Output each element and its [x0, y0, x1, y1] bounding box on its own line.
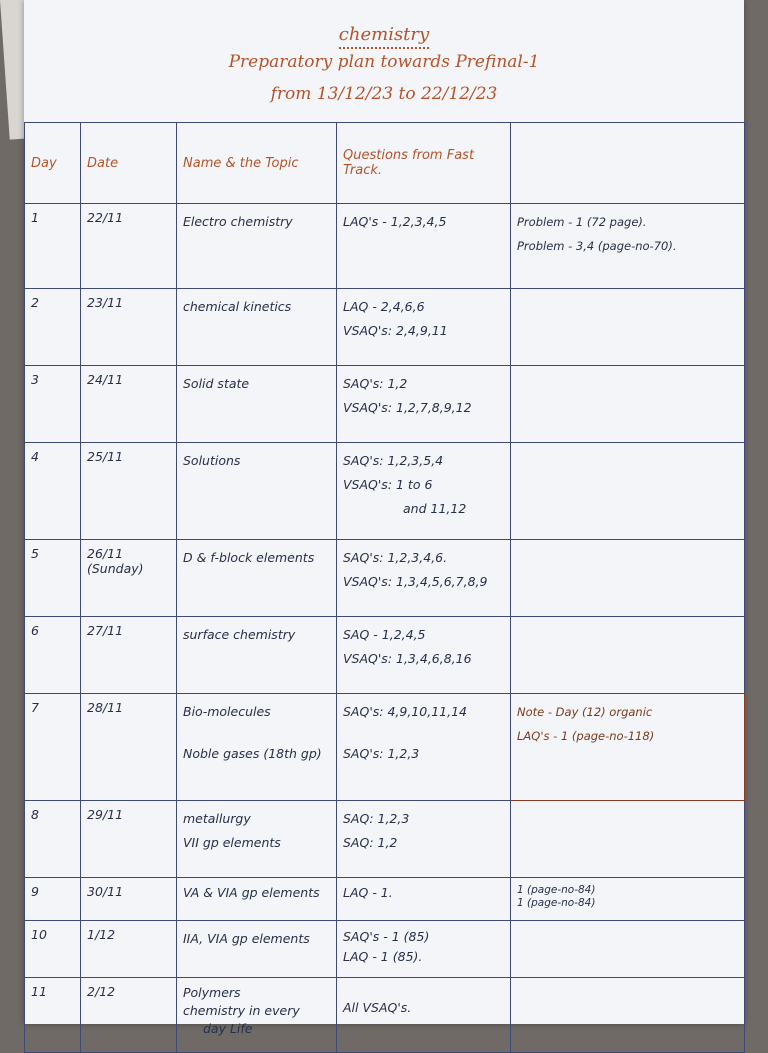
date-cell: 27/11 [81, 617, 177, 694]
notes-cell [511, 289, 745, 366]
questions-cell [337, 801, 511, 878]
note-line: Problem - 1 (72 page). [517, 215, 647, 229]
questions-cell [337, 366, 511, 443]
table-row [25, 204, 745, 289]
question-line: and 11,12 [403, 501, 467, 516]
question-line: LAQ's - 1,2,3,4,5 [343, 214, 447, 229]
date-cell: 30/11 [81, 878, 177, 921]
topic-cell [177, 921, 337, 978]
notes-cell [511, 540, 745, 617]
note-line: LAQ's - 1 (page-no-118) [517, 729, 655, 743]
topic-cell [177, 204, 337, 289]
topic-line: Noble gases (18th gp) [183, 746, 322, 761]
question-line: SAQ's: 4,9,10,11,14 [343, 704, 467, 719]
header-questions: Questions from Fast Track. [337, 123, 511, 204]
table-row [25, 978, 745, 1053]
page-title: Preparatory plan towards Prefinal-1 [228, 52, 540, 72]
question-line: SAQ: 1,2 [343, 835, 398, 850]
topic-cell [177, 801, 337, 878]
day-cell: 7 [25, 694, 81, 801]
day-cell: 11 [25, 978, 81, 1053]
date-cell: 28/11 [81, 694, 177, 801]
topic-line: metallurgy [183, 811, 251, 826]
notes-cell [511, 978, 745, 1053]
table-row [25, 694, 745, 801]
day-cell: 2 [25, 289, 81, 366]
day-cell: 6 [25, 617, 81, 694]
table-row [25, 289, 745, 366]
date-cell: 26/11 (Sunday) [81, 540, 177, 617]
header-date: Date [81, 123, 177, 204]
topic-cell [177, 617, 337, 694]
topic-cell [177, 443, 337, 540]
topic-line: Solutions [183, 453, 241, 468]
page-subject: chemistry [24, 24, 744, 45]
date-cell: 22/11 [81, 204, 177, 289]
topic-cell [177, 694, 337, 801]
note-line: Note - Day (12) organic [517, 705, 653, 719]
table-row [25, 540, 745, 617]
topic-line: Bio-molecules [183, 704, 271, 719]
notes-cell [511, 694, 745, 801]
questions-cell [337, 443, 511, 540]
notes-cell [511, 443, 745, 540]
date-cell: 23/11 [81, 289, 177, 366]
day-cell: 4 [25, 443, 81, 540]
topic-line: Polymers [183, 985, 241, 1000]
header-notes [511, 123, 745, 204]
page-date-range: from 13/12/23 to 22/12/23 [270, 84, 498, 104]
date-cell: 29/11 [81, 801, 177, 878]
date-cell: 24/11 [81, 366, 177, 443]
questions-cell [337, 694, 511, 801]
topic-line: Electro chemistry [183, 214, 293, 229]
questions-cell [337, 204, 511, 289]
day-cell: 8 [25, 801, 81, 878]
table-row [25, 443, 745, 540]
question-line: LAQ - 2,4,6,6 [343, 299, 425, 314]
header-topic: Name & the Topic [177, 123, 337, 204]
question-line: LAQ - 1 (85). [343, 949, 423, 964]
topic-cell [177, 289, 337, 366]
question-line: SAQ's: 1,2,3 [343, 746, 420, 761]
question-line: LAQ - 1. [343, 885, 393, 900]
notes-cell [511, 801, 745, 878]
date-cell: 2/12 [81, 978, 177, 1053]
table-row [25, 366, 745, 443]
table-row [25, 921, 745, 978]
topic-line: VA & VIA gp elements [183, 885, 320, 900]
day-cell: 3 [25, 366, 81, 443]
questions-cell [337, 921, 511, 978]
notes-cell [511, 366, 745, 443]
note-line: 1 (page-no-84) [517, 884, 596, 896]
topic-line: chemical kinetics [183, 299, 292, 314]
topic-line: IIA, VIA gp elements [183, 931, 310, 946]
day-cell: 5 [25, 540, 81, 617]
notes-cell [511, 878, 745, 921]
question-line: VSAQ's: 1,3,4,6,8,16 [343, 651, 472, 666]
topic-cell [177, 366, 337, 443]
notebook-page [24, 0, 744, 1036]
study-plan-table [24, 122, 745, 1053]
topic-cell [177, 540, 337, 617]
day-cell: 9 [25, 878, 81, 921]
question-line: SAQ's: 1,2,3,4,6. [343, 550, 448, 565]
question-line: SAQ - 1,2,4,5 [343, 627, 426, 642]
questions-cell [337, 289, 511, 366]
topic-cell [177, 978, 337, 1053]
table-row [25, 617, 745, 694]
day-cell: 10 [25, 921, 81, 978]
question-line: SAQ's: 1,2 [343, 376, 408, 391]
question-line: VSAQ's: 2,4,9,11 [343, 323, 448, 338]
notes-cell [511, 617, 745, 694]
topic-line: D & f-block elements [183, 550, 315, 565]
topic-line: surface chemistry [183, 627, 296, 642]
day-cell: 1 [25, 204, 81, 289]
table-row [25, 801, 745, 878]
question-line: All VSAQ's. [343, 1000, 412, 1015]
date-cell: 1/12 [81, 921, 177, 978]
note-line: Problem - 3,4 (page-no-70). [517, 239, 677, 253]
table-row [25, 878, 745, 921]
question-line: VSAQ's: 1,3,4,5,6,7,8,9 [343, 574, 488, 589]
date-cell: 25/11 [81, 443, 177, 540]
topic-line: day Life [203, 1021, 253, 1036]
notes-cell [511, 921, 745, 978]
questions-cell [337, 617, 511, 694]
header-day: Day [25, 123, 81, 204]
question-line: SAQ's - 1 (85) [343, 929, 430, 944]
question-line: VSAQ's: 1 to 6 [343, 477, 433, 492]
topic-line: Solid state [183, 376, 250, 391]
questions-cell [337, 978, 511, 1053]
question-line: SAQ's: 1,2,3,5,4 [343, 453, 444, 468]
questions-cell [337, 540, 511, 617]
topic-cell [177, 878, 337, 921]
note-line: 1 (page-no-84) [517, 897, 596, 909]
table-header-row [25, 123, 745, 204]
topic-line: VII gp elements [183, 835, 281, 850]
question-line: VSAQ's: 1,2,7,8,9,12 [343, 400, 472, 415]
topic-line: chemistry in every [183, 1003, 300, 1018]
notes-cell [511, 204, 745, 289]
question-line: SAQ: 1,2,3 [343, 811, 410, 826]
questions-cell [337, 878, 511, 921]
